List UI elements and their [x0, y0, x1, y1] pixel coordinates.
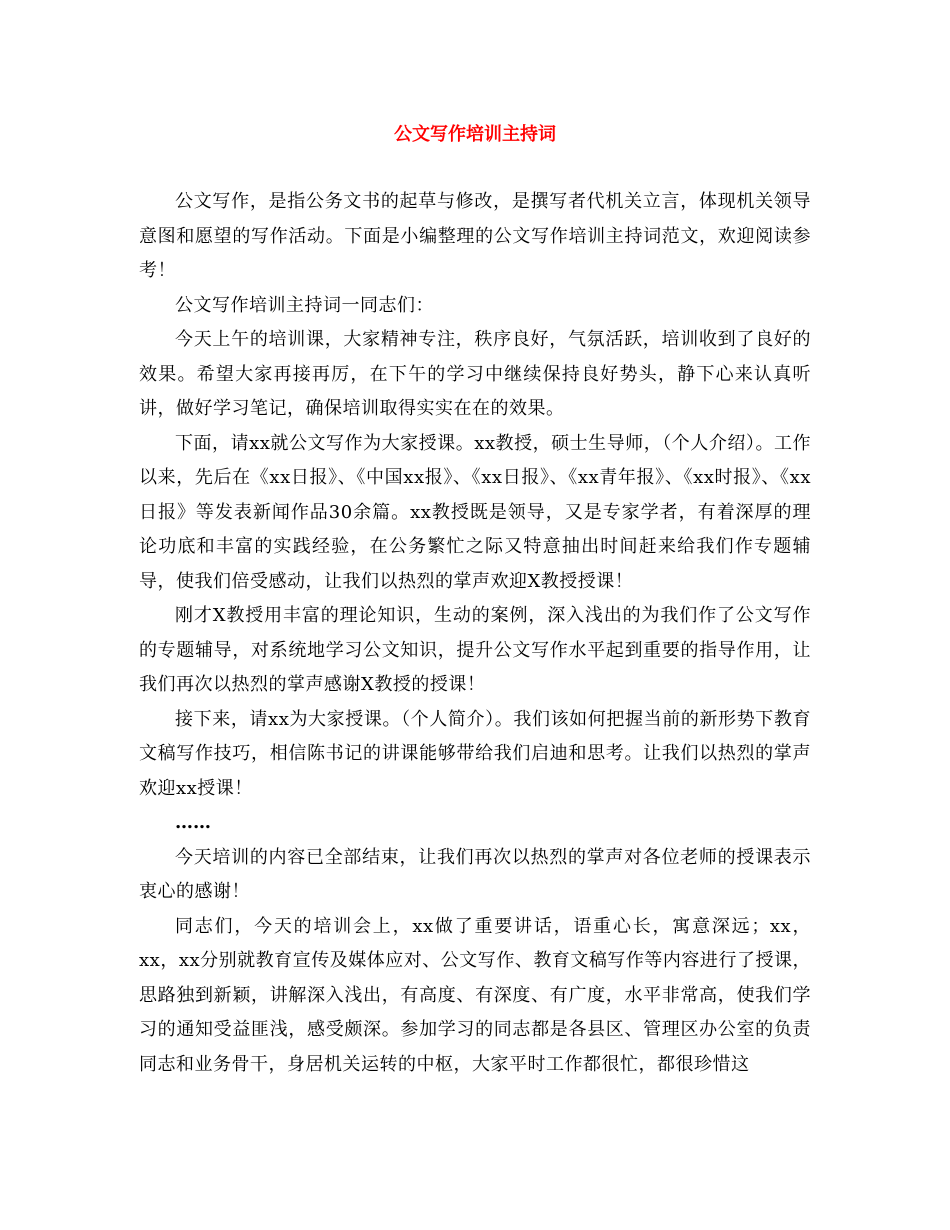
paragraph-summary: 同志们，今天的培训会上，xx做了重要讲话，语重心长，寓意深远；xx，xx，xx分别就教育宣传及媒体应对、公文写作、教育文稿写作等内容进行了授课，思路独到新颖，讲解深入浅出，有高度、有深度、有广度，水平非常高，使我们学习的通知受益匪浅，感受颇深。参加学习的同志都是各县区、管理区办公室的负责同志和业务骨干，身居机关运转的中枢，大家平时工作都很忙，都很珍惜这 — [139, 915, 811, 1075]
paragraph-greeting: 公文写作培训主持词一同志们： — [175, 294, 434, 316]
paragraph-intro: 公文写作，是指公务文书的起草与修改，是撰写者代机关立言，体现机关领导意图和愿望的写作活动。下面是小编整理的公文写作培训主持词范文，欢迎阅读参考！ — [139, 191, 811, 281]
paragraph-next-speaker: 接下来，请xx为大家授课。（个人简介）。我们该如何把握当前的新形势下教育文稿写作技巧，相信陈书记的讲课能够带给我们启迪和思考。让我们以热烈的掌声欢迎xx授课！ — [139, 708, 811, 799]
paragraph-thanks: 刚才X教授用丰富的理论知识，生动的案例，深入浅出的为我们作了公文写作的专题辅导，对系统地学习公文知识，提升公文写作水平起到重要的指导作用，让我们再次以热烈的掌声感谢X教授的授课！ — [139, 605, 811, 695]
paragraph-speaker-intro: 下面，请xx就公文写作为大家授课。xx教授，硕士生导师，（个人介绍）。工作以来，先后在《xx日报》、《中国xx报》、《xx日报》、《xx青年报》、《xx时报》、《xx日报》等发表新闻作品30余篇。xx教授既是领导，又是专家学者，有着深厚的理论功底和丰富的实践经验，在公务繁忙之际又特意抽出时间赶来给我们作专题辅导，使我们倍受感动，让我们以热烈的掌声欢迎X教授授课！ — [139, 432, 811, 592]
paragraph-closing: 今天培训的内容已全部结束，让我们再次以热烈的掌声对各位老师的授课表示衷心的感谢！ — [139, 846, 811, 902]
ellipsis: …… — [175, 812, 211, 833]
document-title: 公文写作培训主持词 — [394, 124, 556, 145]
paragraph-morning-summary: 今天上午的培训课，大家精神专注，秩序良好，气氛活跃，培训收到了良好的效果。希望大家再接再厉，在下午的学习中继续保持良好势头，静下心来认真听讲，做好学习笔记，确保培训取得实实在在的效果。 — [139, 329, 811, 419]
document-body — [139, 185, 811, 1082]
